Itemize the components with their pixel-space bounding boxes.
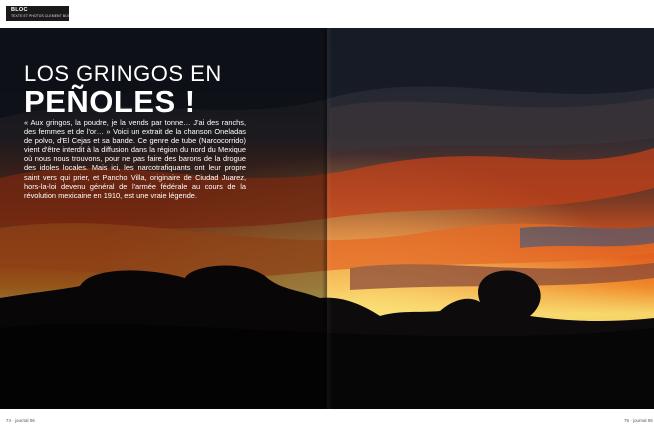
page-gutter xyxy=(322,0,332,433)
page-number-right: 75 · journal 06 xyxy=(624,418,653,423)
page-number-left: 74 · journal 06 xyxy=(6,418,35,423)
top-margin xyxy=(0,0,654,28)
article-lead-paragraph: « Aux gringos, la poudre, je la vends par tonne… J'ai des ranchs, des femmes et de l'or… » Voici un extrait de la chanson Oneladas de polvo, d'El Cejas et sa bande. Ce genre de tube (Narcocorrido) vient d'être interdit à la diffusion dans la région du nord du Mexique où nous nous trouvons, pour ne pas faire des barons de la drogue des idoles locales. Mais ici, les narcotrafiquants ont leur propre saint vers qui prier, et Pancho Villa, originaire de Ciudad Juarez, hors-la-loi devenu général de l'armée fédérale au cours de la révolution mexicaine en 1910, est une vraie légende. xyxy=(24,118,246,200)
section-tag xyxy=(6,6,76,21)
article-headline xyxy=(24,62,314,118)
headline-line-2: PEÑOLES ! xyxy=(24,84,196,119)
section-name: BLOC xyxy=(11,7,28,13)
section-credits: TEXTE ET PHOTOS CLEMENT BOISSY xyxy=(11,14,76,18)
headline-line-1: LOS GRINGOS EN xyxy=(24,61,222,86)
bottom-margin xyxy=(0,409,654,433)
